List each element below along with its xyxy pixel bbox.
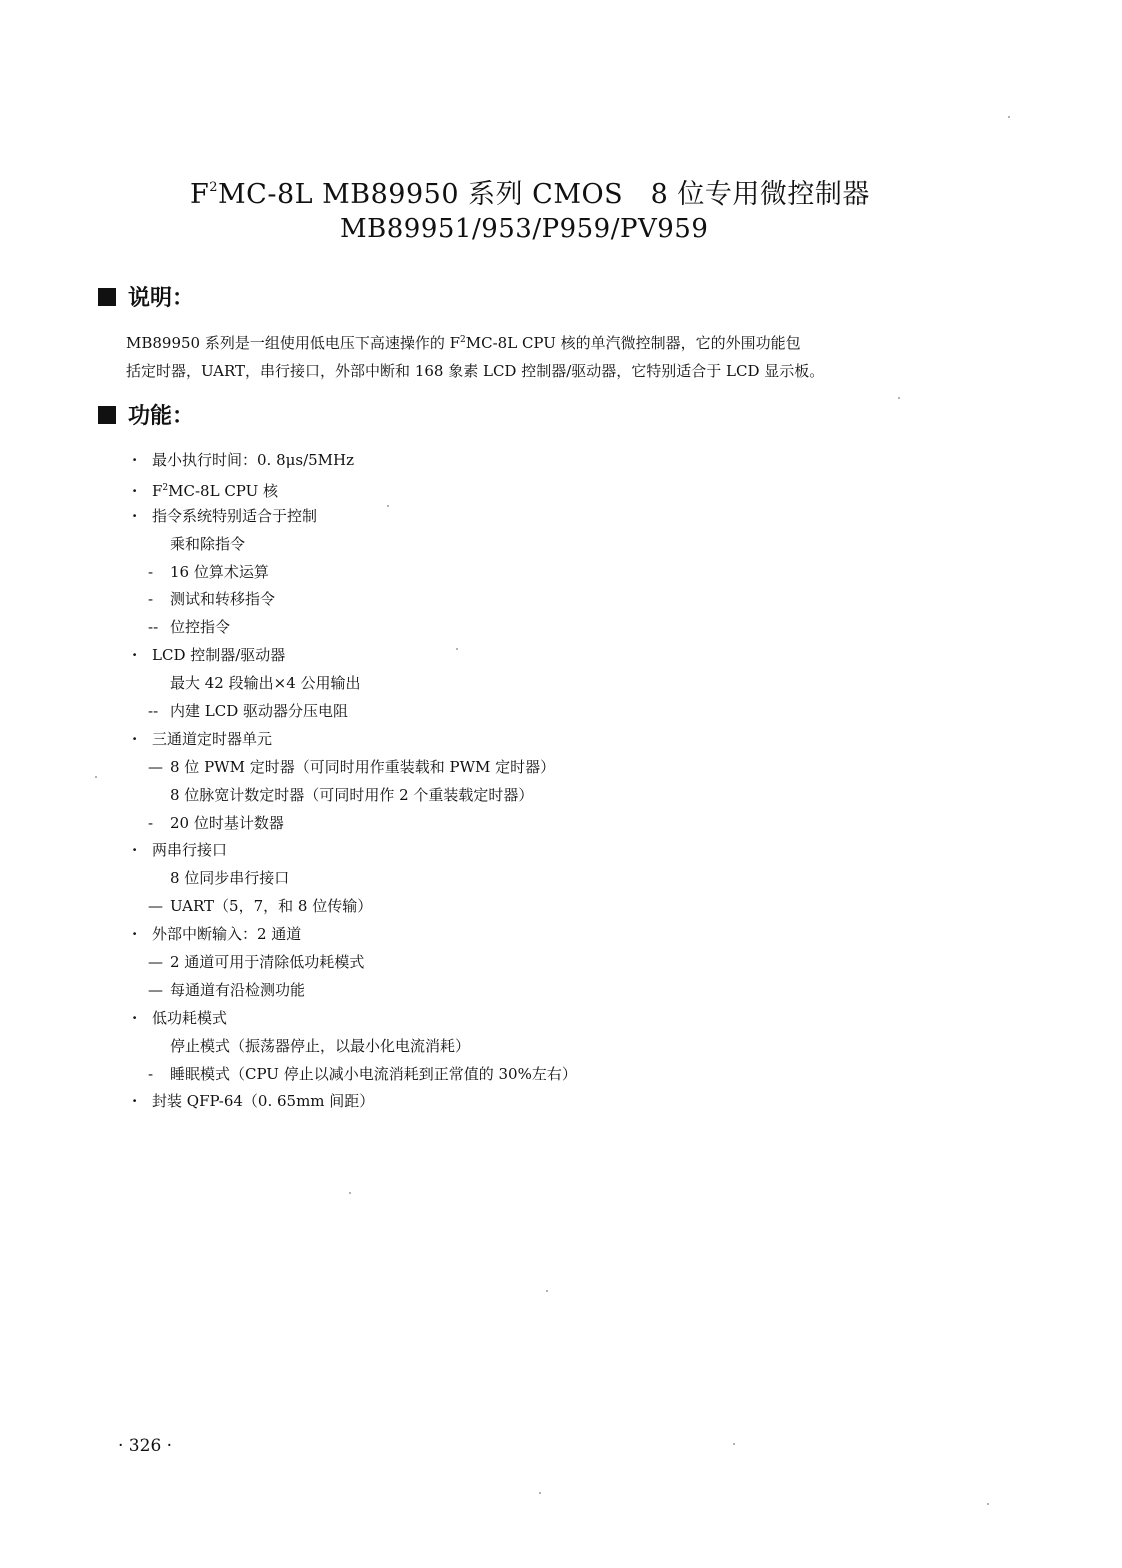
- list-item: [132, 447, 832, 475]
- description-paragraph: [126, 326, 956, 385]
- scan-speck: [387, 505, 389, 507]
- sub-list-item: [132, 559, 832, 587]
- bullet-icon: ·: [132, 646, 138, 665]
- bullet-icon: ·: [132, 451, 138, 469]
- list-item-text: 位控指令: [170, 618, 231, 637]
- dash-marker: -: [148, 813, 154, 832]
- sub-list-item: [132, 754, 832, 782]
- sub-list-item: [132, 893, 832, 921]
- list-item: [132, 921, 832, 949]
- list-item-text: 三通道定时器单元: [152, 729, 273, 748]
- scan-speck: [539, 1492, 541, 1494]
- bullet-icon: ·: [132, 481, 138, 500]
- list-item-text: 测试和转移指令: [170, 590, 276, 609]
- list-item-text: 2 通道可用于清除低功耗模式: [170, 953, 365, 972]
- description-line-2: 括定时器，UART，串行接口，外部中断和 168 象素 LCD 控制器/驱动器，它特别适合于 LCD 显示板。: [126, 362, 825, 380]
- page-number: · 326 ·: [118, 1436, 173, 1456]
- list-item-text: LCD 控制器/驱动器: [152, 646, 286, 665]
- bullet-icon: ·: [132, 1008, 138, 1027]
- list-item-text: 内建 LCD 驱动器分压电阻: [170, 702, 349, 721]
- list-item-text: 停止模式（振荡器停止，以最小化电流消耗）: [170, 1036, 471, 1055]
- sub-list-item: [132, 865, 832, 893]
- dash-marker: -: [148, 562, 154, 581]
- sub-list-item: [132, 670, 832, 698]
- sub-list-item: [132, 977, 832, 1005]
- dash-marker: --: [148, 618, 159, 637]
- list-item-text: 8 位脉宽计数定时器（可同时用作 2 个重装载定时器）: [170, 785, 534, 804]
- list-item-text: 封装 QFP-64（0. 65mm 间距）: [152, 1092, 375, 1111]
- section-heading-text: 功能：: [128, 404, 195, 429]
- section-heading-description: [98, 281, 194, 312]
- list-item: [132, 475, 832, 503]
- scan-speck: [733, 1443, 735, 1445]
- list-item-text: 最大 42 段输出×4 公用输出: [170, 674, 361, 693]
- title-superscript: 2: [209, 180, 219, 195]
- list-item-superscript: 2: [162, 482, 169, 493]
- dash-marker: -: [148, 1064, 154, 1083]
- bullet-icon: ·: [132, 729, 138, 748]
- scan-speck: [1008, 116, 1010, 118]
- description-superscript: 2: [460, 335, 466, 345]
- bullet-icon: ·: [132, 1092, 138, 1111]
- list-item-text: MC-8L CPU 核: [168, 481, 279, 500]
- scan-speck: [898, 397, 900, 399]
- list-item-text: 睡眠模式（CPU 停止以减小电流消耗到正常值的 30%左右）: [170, 1064, 577, 1083]
- list-item: [132, 1005, 832, 1033]
- dash-marker: -: [148, 590, 154, 609]
- list-item: [132, 1088, 832, 1116]
- list-item-text: 16 位算术运算: [170, 562, 269, 581]
- document-subtitle: MB89951/953/P959/PV959: [340, 214, 709, 244]
- title-main: MC-8L MB89950 系列 CMOS 8 位专用微控制器: [218, 179, 870, 210]
- list-item: [132, 503, 832, 531]
- square-bullet-icon: [98, 406, 116, 424]
- sub-list-item: [132, 586, 832, 614]
- list-item-text: 外部中断输入：2 通道: [152, 925, 302, 944]
- list-item-text: F: [152, 481, 163, 500]
- sub-list-item: [132, 810, 832, 838]
- scan-speck: [95, 776, 97, 778]
- dash-marker: —: [148, 897, 163, 916]
- dash-marker: —: [148, 980, 163, 999]
- list-item-text: 低功耗模式: [152, 1008, 228, 1027]
- list-item: [132, 726, 832, 754]
- list-item-text: 20 位时基计数器: [170, 813, 284, 832]
- description-text: MB89950 系列是一组使用低电压下高速操作的 F: [126, 334, 461, 352]
- description-text: MC-8L CPU 核的单汽微控制器，它的外围功能包: [465, 334, 801, 352]
- bullet-icon: ·: [132, 841, 138, 860]
- list-item: [132, 642, 832, 670]
- section-heading-features: [98, 399, 194, 430]
- list-item-text: 8 位同步串行接口: [170, 869, 290, 888]
- dash-marker: —: [148, 953, 163, 972]
- sub-list-item: [132, 614, 832, 642]
- scan-speck: [456, 648, 458, 650]
- list-item: [132, 837, 832, 865]
- document-title: [190, 172, 870, 211]
- list-item-text: 每通道有沿检测功能: [170, 980, 306, 999]
- list-item-text: UART（5，7，和 8 位传输）: [170, 897, 373, 916]
- sub-list-item: [132, 949, 832, 977]
- feature-list: [132, 447, 832, 1116]
- list-item-text: 最小执行时间：0. 8μs/5MHz: [152, 451, 355, 469]
- description-line-1: [126, 326, 956, 357]
- list-item-text: 两串行接口: [152, 841, 228, 860]
- sub-list-item: [132, 1033, 832, 1061]
- sub-list-item: [132, 698, 832, 726]
- section-heading-text: 说明：: [128, 286, 195, 311]
- scan-speck: [349, 1192, 351, 1194]
- sub-list-item: [132, 1061, 832, 1089]
- scan-speck: [546, 1290, 548, 1292]
- title-prefix: F: [190, 179, 210, 210]
- bullet-icon: ·: [132, 925, 138, 944]
- sub-list-item: [132, 782, 832, 810]
- sub-list-item: [132, 531, 832, 559]
- scan-speck: [987, 1503, 989, 1505]
- list-item-text: 乘和除指令: [170, 534, 246, 553]
- bullet-icon: ·: [132, 506, 138, 525]
- dash-marker: --: [148, 702, 159, 721]
- dash-marker: —: [148, 757, 163, 776]
- list-item-text: 8 位 PWM 定时器（可同时用作重装载和 PWM 定时器）: [170, 757, 556, 776]
- list-item-text: 指令系统特别适合于控制: [152, 506, 318, 525]
- square-bullet-icon: [98, 288, 116, 306]
